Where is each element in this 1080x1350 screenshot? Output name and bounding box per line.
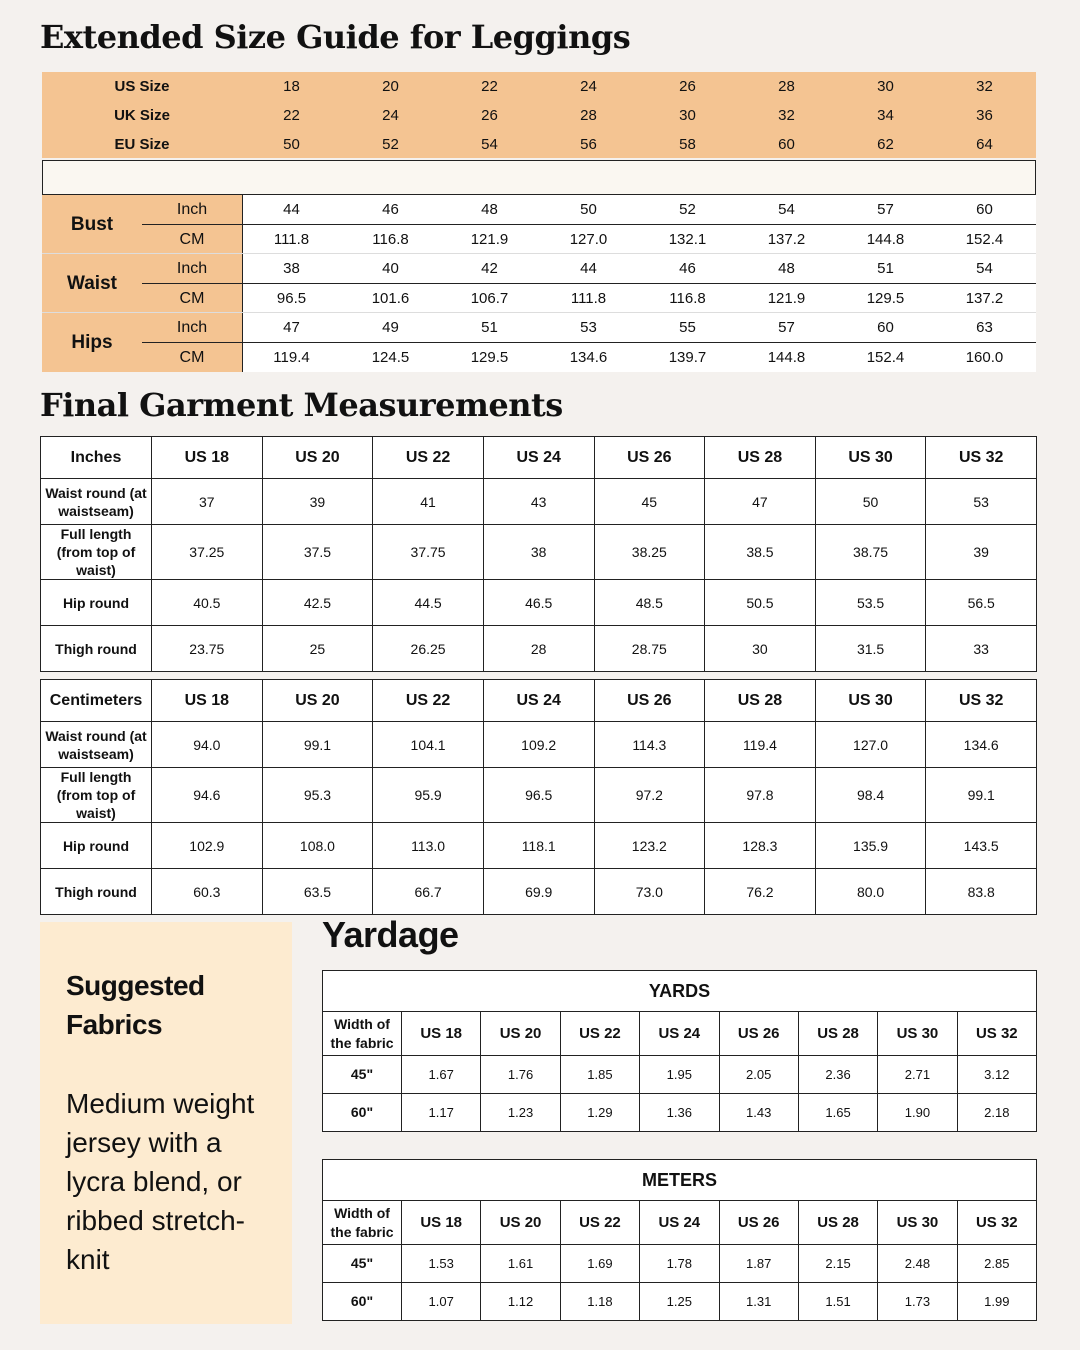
size-header: US 26 <box>594 680 705 722</box>
size-cell: 24 <box>382 107 399 124</box>
value-cell: 76.2 <box>705 869 816 915</box>
value-cell: 121.9 <box>470 231 509 248</box>
value-cell: 50 <box>580 201 597 218</box>
value-cell: 37.25 <box>152 525 263 580</box>
row-label: Hip round <box>41 823 152 869</box>
page-title: Extended Size Guide for Leggings <box>40 18 631 56</box>
value-cell: 23.75 <box>152 626 263 672</box>
table-row <box>41 768 1037 823</box>
value-cell: 1.29 <box>560 1094 639 1132</box>
value-cell: 144.8 <box>866 231 905 248</box>
size-header: US 30 <box>815 680 926 722</box>
table-row <box>323 1283 1037 1321</box>
value-cell: 46 <box>382 201 399 218</box>
size-header: US 32 <box>926 437 1037 479</box>
row-label: Thigh round <box>41 869 152 915</box>
value-cell: 101.6 <box>371 290 410 307</box>
value-cell: 1.25 <box>640 1283 719 1321</box>
value-cell: 137.2 <box>767 231 806 248</box>
size-header: US 28 <box>705 680 816 722</box>
value-cell: 48.5 <box>594 580 705 626</box>
value-cell: 38.5 <box>705 525 816 580</box>
value-cell: 37 <box>152 479 263 525</box>
size-header: US 30 <box>815 437 926 479</box>
value-cell: 69.9 <box>483 869 594 915</box>
value-cell: 102.9 <box>152 823 263 869</box>
row-label: EU Size <box>114 136 170 153</box>
value-cell: 2.48 <box>878 1245 957 1283</box>
size-header: US 20 <box>481 1201 560 1245</box>
width-label: Width of the fabric <box>323 1012 402 1056</box>
size-header: US 22 <box>560 1012 639 1056</box>
value-cell: 152.4 <box>965 231 1004 248</box>
row-label: 60" <box>323 1283 402 1321</box>
size-header: US 26 <box>719 1012 798 1056</box>
value-cell: 134.6 <box>926 722 1037 768</box>
garment-inches-table <box>40 436 1037 672</box>
value-cell: 1.36 <box>640 1094 719 1132</box>
value-cell: 111.8 <box>273 231 310 248</box>
size-cell: 56 <box>580 136 597 153</box>
measure-label: Waist <box>67 273 117 294</box>
width-label: Width of the fabric <box>323 1201 402 1245</box>
value-cell: 1.99 <box>957 1283 1036 1321</box>
value-cell: 132.1 <box>668 231 707 248</box>
size-cell: 32 <box>976 78 993 95</box>
size-cell: 32 <box>778 107 795 124</box>
value-cell: 95.3 <box>262 768 373 823</box>
size-cell: 20 <box>382 78 399 95</box>
size-header: US 18 <box>402 1201 481 1245</box>
value-cell: 119.4 <box>705 722 816 768</box>
table-row <box>323 1094 1037 1132</box>
value-cell: 144.8 <box>767 349 806 366</box>
value-cell: 97.2 <box>594 768 705 823</box>
section-title: Final Garment Measurements <box>40 386 563 424</box>
size-cell: 22 <box>283 107 300 124</box>
table-row <box>41 626 1037 672</box>
value-cell: 124.5 <box>371 349 410 366</box>
value-cell: 96.5 <box>483 768 594 823</box>
value-cell: 121.9 <box>767 290 806 307</box>
size-header: US 28 <box>798 1012 877 1056</box>
bust-group <box>42 195 1036 254</box>
row-label: 45" <box>323 1245 402 1283</box>
us-size-row <box>42 72 1036 101</box>
yardage-yards-table <box>322 970 1037 1132</box>
value-cell: 128.3 <box>705 823 816 869</box>
value-cell: 127.0 <box>569 231 608 248</box>
value-cell: 143.5 <box>926 823 1037 869</box>
unit-label: CM <box>179 290 205 307</box>
size-cell: 50 <box>283 136 300 153</box>
value-cell: 50 <box>815 479 926 525</box>
hips-group <box>42 313 1036 372</box>
value-cell: 41 <box>373 479 484 525</box>
measure-label: Hips <box>71 332 113 353</box>
value-cell: 63 <box>976 319 993 336</box>
value-cell: 160.0 <box>965 349 1004 366</box>
size-cell: 62 <box>877 136 894 153</box>
table-row <box>41 869 1037 915</box>
value-cell: 104.1 <box>373 722 484 768</box>
value-cell: 47 <box>283 319 300 336</box>
size-header: US 32 <box>926 680 1037 722</box>
value-cell: 46 <box>679 260 696 277</box>
row-label: 60" <box>323 1094 402 1132</box>
value-cell: 2.05 <box>719 1056 798 1094</box>
size-header: US 26 <box>719 1201 798 1245</box>
value-cell: 50.5 <box>705 580 816 626</box>
size-cell: 22 <box>481 78 498 95</box>
size-cell: 52 <box>382 136 399 153</box>
value-cell: 1.23 <box>481 1094 560 1132</box>
unit-label: Inch <box>176 201 208 218</box>
table-row <box>41 525 1037 580</box>
value-cell: 66.7 <box>373 869 484 915</box>
size-cell: 26 <box>679 78 696 95</box>
value-cell: 44 <box>283 201 300 218</box>
value-cell: 57 <box>778 319 795 336</box>
size-cell: 58 <box>679 136 696 153</box>
unit-header: Inches <box>41 437 152 479</box>
size-cell: 64 <box>976 136 993 153</box>
eu-size-row <box>42 130 1036 159</box>
size-header: US 24 <box>640 1012 719 1056</box>
value-cell: 42 <box>481 260 498 277</box>
value-cell: 111.8 <box>570 290 607 307</box>
table-caption: METERS <box>323 1160 1037 1201</box>
value-cell: 1.51 <box>798 1283 877 1321</box>
size-cell: 60 <box>778 136 795 153</box>
row-label: Full length (from top of waist) <box>41 768 152 823</box>
size-header: US 28 <box>705 437 816 479</box>
value-cell: 1.61 <box>481 1245 560 1283</box>
row-label: US Size <box>114 78 170 95</box>
size-cell: 26 <box>481 107 498 124</box>
value-cell: 51 <box>877 260 894 277</box>
unit-label: Inch <box>176 260 208 277</box>
value-cell: 1.31 <box>719 1283 798 1321</box>
value-cell: 1.76 <box>481 1056 560 1094</box>
value-cell: 1.17 <box>402 1094 481 1132</box>
value-cell: 63.5 <box>262 869 373 915</box>
value-cell: 1.43 <box>719 1094 798 1132</box>
value-cell: 83.8 <box>926 869 1037 915</box>
value-cell: 95.9 <box>373 768 484 823</box>
value-cell: 44 <box>580 260 597 277</box>
value-cell: 116.8 <box>669 290 706 307</box>
size-cell: 34 <box>877 107 894 124</box>
value-cell: 53.5 <box>815 580 926 626</box>
value-cell: 40.5 <box>152 580 263 626</box>
size-header: US 18 <box>402 1012 481 1056</box>
value-cell: 46.5 <box>483 580 594 626</box>
value-cell: 73.0 <box>594 869 705 915</box>
size-header: US 32 <box>957 1201 1036 1245</box>
size-cell: 24 <box>580 78 597 95</box>
fabrics-description: Medium weight jersey with a lycra blend, or ribbed stretch-knit <box>66 1088 255 1275</box>
value-cell: 1.65 <box>798 1094 877 1132</box>
size-cell: 36 <box>976 107 993 124</box>
value-cell: 2.36 <box>798 1056 877 1094</box>
value-cell: 28.75 <box>594 626 705 672</box>
value-cell: 134.6 <box>569 349 608 366</box>
value-cell: 38 <box>283 260 300 277</box>
value-cell: 1.53 <box>402 1245 481 1283</box>
yardage-meters-table <box>322 1159 1037 1321</box>
value-cell: 96.5 <box>276 290 307 307</box>
value-cell: 1.95 <box>640 1056 719 1094</box>
size-cell: 18 <box>283 78 300 95</box>
uk-size-row <box>42 101 1036 130</box>
size-header: US 30 <box>878 1012 957 1056</box>
value-cell: 60.3 <box>152 869 263 915</box>
table-row <box>323 1245 1037 1283</box>
value-cell: 1.87 <box>719 1245 798 1283</box>
value-cell: 2.15 <box>798 1245 877 1283</box>
value-cell: 52 <box>679 201 696 218</box>
value-cell: 1.90 <box>878 1094 957 1132</box>
measure-label: Bust <box>70 214 114 235</box>
value-cell: 127.0 <box>815 722 926 768</box>
size-conversion-table <box>42 72 1036 158</box>
value-cell: 37.5 <box>262 525 373 580</box>
suggested-fabrics-panel <box>40 922 292 1324</box>
value-cell: 1.67 <box>402 1056 481 1094</box>
value-cell: 98.4 <box>815 768 926 823</box>
value-cell: 1.85 <box>560 1056 639 1094</box>
value-cell: 33 <box>926 626 1037 672</box>
value-cell: 60 <box>877 319 894 336</box>
value-cell: 56.5 <box>926 580 1037 626</box>
value-cell: 55 <box>679 319 696 336</box>
value-cell: 31.5 <box>815 626 926 672</box>
value-cell: 106.7 <box>470 290 509 307</box>
value-cell: 26.25 <box>373 626 484 672</box>
value-cell: 47 <box>705 479 816 525</box>
size-header: US 22 <box>373 437 484 479</box>
row-label: UK Size <box>114 107 170 124</box>
value-cell: 38.25 <box>594 525 705 580</box>
size-cell: 28 <box>580 107 597 124</box>
value-cell: 109.2 <box>483 722 594 768</box>
value-cell: 37.75 <box>373 525 484 580</box>
value-cell: 3.12 <box>957 1056 1036 1094</box>
row-label: 45" <box>323 1056 402 1094</box>
value-cell: 25 <box>262 626 373 672</box>
table-row <box>41 823 1037 869</box>
value-cell: 108.0 <box>262 823 373 869</box>
value-cell: 1.07 <box>402 1283 481 1321</box>
value-cell: 44.5 <box>373 580 484 626</box>
value-cell: 57 <box>877 201 894 218</box>
value-cell: 54 <box>976 260 993 277</box>
value-cell: 116.8 <box>372 231 409 248</box>
value-cell: 39 <box>262 479 373 525</box>
size-header: US 22 <box>560 1201 639 1245</box>
value-cell: 28 <box>483 626 594 672</box>
size-cell: 30 <box>679 107 696 124</box>
value-cell: 45 <box>594 479 705 525</box>
unit-label: Inch <box>176 319 208 336</box>
value-cell: 129.5 <box>866 290 905 307</box>
value-cell: 123.2 <box>594 823 705 869</box>
value-cell: 119.4 <box>273 349 310 366</box>
value-cell: 39 <box>926 525 1037 580</box>
table-row <box>41 479 1037 525</box>
value-cell: 1.18 <box>560 1283 639 1321</box>
value-cell: 1.12 <box>481 1283 560 1321</box>
value-cell: 2.85 <box>957 1245 1036 1283</box>
fabrics-title: Suggested Fabrics <box>66 970 205 1040</box>
divider <box>142 224 242 225</box>
row-label: Hip round <box>41 580 152 626</box>
unit-header: Centimeters <box>41 680 152 722</box>
row-label: Thigh round <box>41 626 152 672</box>
value-cell: 99.1 <box>262 722 373 768</box>
value-cell: 114.3 <box>594 722 705 768</box>
divider-band <box>42 160 1036 195</box>
size-header: US 26 <box>594 437 705 479</box>
body-measurements-table <box>42 195 1036 372</box>
size-header: US 30 <box>878 1201 957 1245</box>
value-cell: 139.7 <box>668 349 707 366</box>
value-cell: 40 <box>382 260 399 277</box>
value-cell: 48 <box>481 201 498 218</box>
size-header: US 20 <box>262 680 373 722</box>
value-cell: 99.1 <box>926 768 1037 823</box>
value-cell: 43 <box>483 479 594 525</box>
value-cell: 152.4 <box>866 349 905 366</box>
value-cell: 42.5 <box>262 580 373 626</box>
size-header: US 28 <box>798 1201 877 1245</box>
size-header: US 20 <box>481 1012 560 1056</box>
table-row <box>41 722 1037 768</box>
value-cell: 1.69 <box>560 1245 639 1283</box>
row-label: Waist round (at waistseam) <box>41 722 152 768</box>
value-cell: 97.8 <box>705 768 816 823</box>
value-cell: 1.78 <box>640 1245 719 1283</box>
yardage-title: Yardage <box>322 914 459 955</box>
size-header: US 24 <box>483 437 594 479</box>
row-label: Full length (from top of waist) <box>41 525 152 580</box>
value-cell: 38 <box>483 525 594 580</box>
value-cell: 129.5 <box>470 349 509 366</box>
value-cell: 48 <box>778 260 795 277</box>
waist-group <box>42 254 1036 313</box>
table-row <box>323 1056 1037 1094</box>
size-header: US 20 <box>262 437 373 479</box>
row-label: Waist round (at waistseam) <box>41 479 152 525</box>
value-cell: 38.75 <box>815 525 926 580</box>
value-cell: 94.0 <box>152 722 263 768</box>
size-header: US 18 <box>152 437 263 479</box>
size-cell: 30 <box>877 78 894 95</box>
unit-label: CM <box>179 231 205 248</box>
value-cell: 54 <box>778 201 795 218</box>
value-cell: 137.2 <box>965 290 1004 307</box>
value-cell: 80.0 <box>815 869 926 915</box>
value-cell: 118.1 <box>483 823 594 869</box>
value-cell: 2.18 <box>957 1094 1036 1132</box>
value-cell: 94.6 <box>152 768 263 823</box>
table-caption: YARDS <box>323 971 1037 1012</box>
value-cell: 1.73 <box>878 1283 957 1321</box>
size-header: US 18 <box>152 680 263 722</box>
value-cell: 2.71 <box>878 1056 957 1094</box>
size-header: US 32 <box>957 1012 1036 1056</box>
value-cell: 113.0 <box>373 823 484 869</box>
unit-label: CM <box>179 349 205 366</box>
size-cell: 54 <box>481 136 498 153</box>
size-cell: 28 <box>778 78 795 95</box>
size-header: US 24 <box>640 1201 719 1245</box>
value-cell: 49 <box>382 319 399 336</box>
table-row <box>41 580 1037 626</box>
value-cell: 53 <box>580 319 597 336</box>
value-cell: 53 <box>926 479 1037 525</box>
divider <box>142 283 242 284</box>
garment-centimeters-table <box>40 679 1037 915</box>
size-header: US 24 <box>483 680 594 722</box>
value-cell: 51 <box>481 319 498 336</box>
size-header: US 22 <box>373 680 484 722</box>
value-cell: 30 <box>705 626 816 672</box>
value-cell: 135.9 <box>815 823 926 869</box>
divider <box>142 342 242 343</box>
value-cell: 60 <box>976 201 993 218</box>
